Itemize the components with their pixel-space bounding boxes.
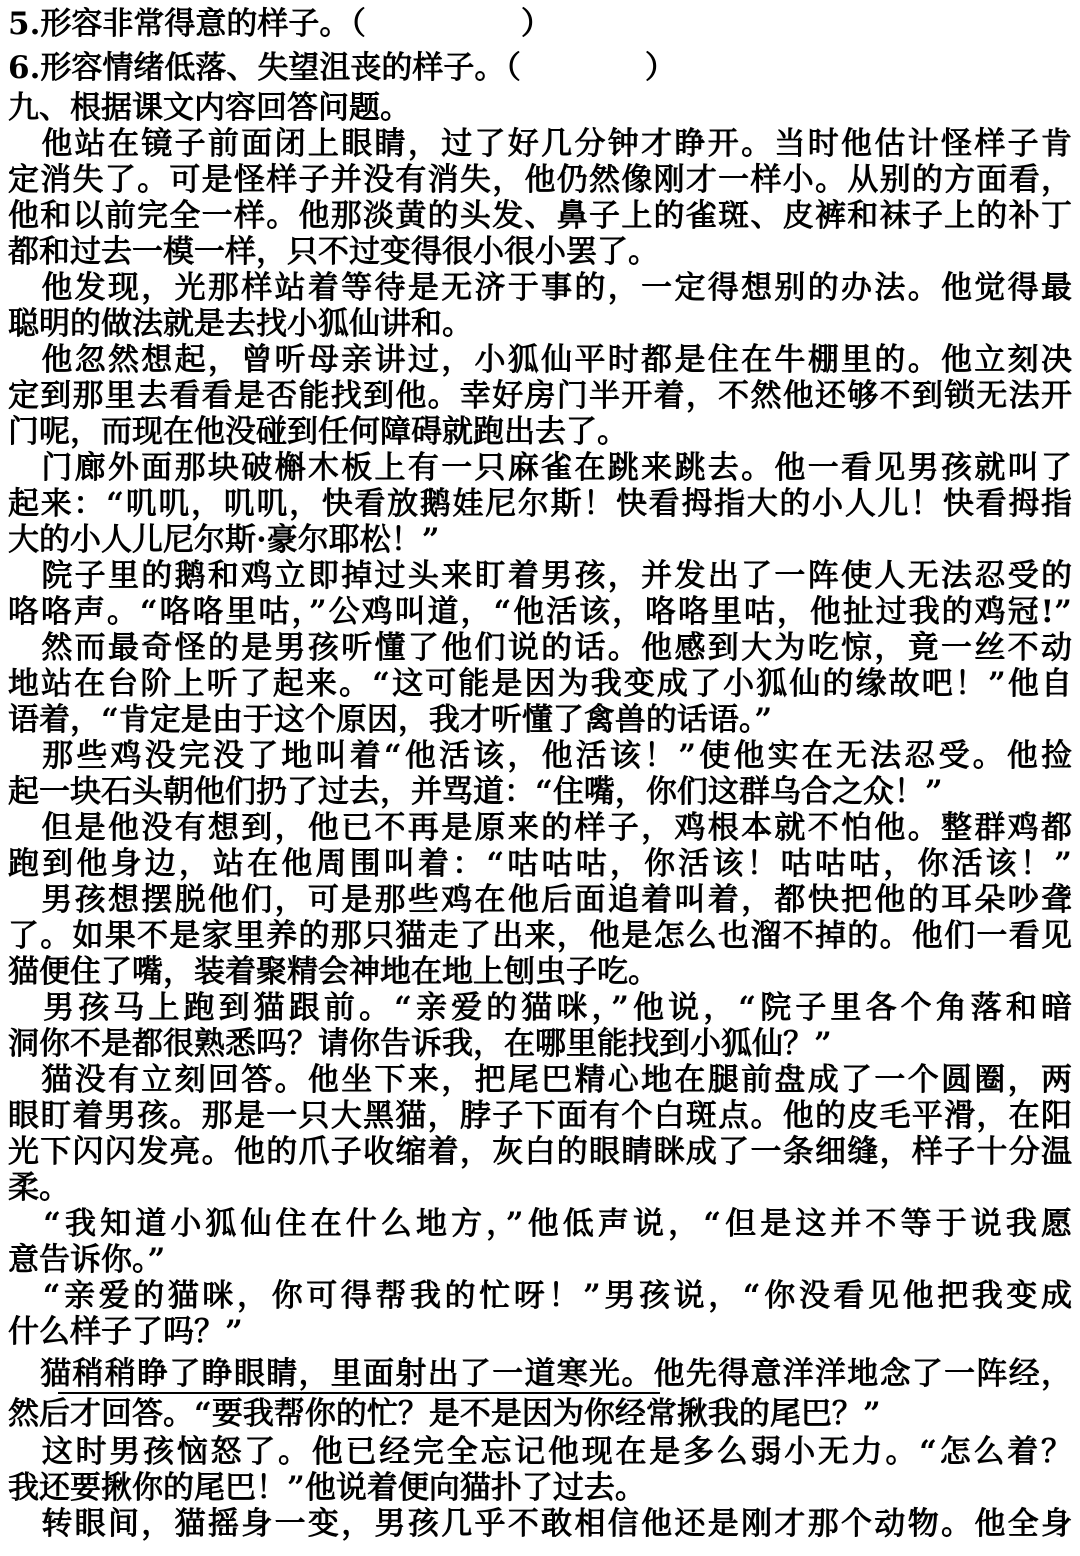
passage-line: 他发现，光那样站着等待是无济于事的，一定得想别的办法。他觉得最 — [8, 270, 1072, 306]
passage-line: 咯咯声。“咯咯里咕，”公鸡叫道，“他活该，咯咯里咕，他扯过我的鸡冠!” — [8, 594, 1072, 630]
passage-line: 那些鸡没完没了地叫着“他活该，他活该！”使他实在无法忍受。他捡 — [8, 738, 1072, 774]
passage-line: 聪明的做法就是去找小狐仙讲和。 — [8, 306, 473, 342]
passage-line: 起来：“叽叽，叽叽，快看放鹅娃尼尔斯！快看拇指大的小人儿！快看拇指 — [8, 486, 1072, 522]
passage-line: 院子里的鹅和鸡立即掉过头来盯着男孩，并发出了一阵使人无法忍受的 — [8, 558, 1072, 594]
passage-line: 起一块石头朝他们扔了过去，并骂道：“住嘴，你们这群乌合之众！” — [8, 774, 943, 810]
passage-line: 定消失了。可是怪样子并没有消失，他仍然像刚才一样小。从别的方面看， — [8, 162, 1072, 198]
question-5: 5.形容非常得意的样子。（ ） — [8, 6, 552, 42]
passage-line: 男孩马上跑到猫跟前。“亲爱的猫咪，”他说，“院子里各个角落和暗 — [8, 990, 1072, 1026]
passage-line: 我还要揪你的尾巴！”他说着便向猫扑了过去。 — [8, 1470, 646, 1506]
passage-line: 转眼间，猫摇身一变，男孩几乎不敢相信他还是刚才那个动物。他全身 — [8, 1506, 1072, 1542]
question-6: 6.形容情绪低落、失望沮丧的样子。（ ） — [8, 50, 676, 86]
passage-line-underlined: 猫稍稍睁了睁眼睛，里面射出了一道寒光。他先得意洋洋地念了一阵经， — [8, 1356, 1072, 1392]
passage-line: 了。如果不是家里养的那只猫走了出来，他是怎么也溜不掉的。他们一看见 — [8, 918, 1072, 954]
passage-line: 眼盯着男孩。那是一只大黑猫，脖子下面有个白斑点。他的皮毛平滑，在阳 — [8, 1098, 1072, 1134]
passage-line: 都和过去一模一样，只不过变得很小很小罢了。 — [8, 234, 659, 270]
passage-line: 男孩想摆脱他们，可是那些鸡在他后面追着叫着，都快把他的耳朵吵聋 — [8, 882, 1072, 918]
passage-line: 然后才回答。“要我帮你的忙？是不是因为你经常揪我的尾巴？” — [8, 1396, 881, 1432]
passage-line: 门廊外面那块破槲木板上有一只麻雀在跳来跳去。他一看见男孩就叫了 — [8, 450, 1072, 486]
passage-line: 洞你不是都很熟悉吗？请你告诉我，在哪里能找到小狐仙？” — [8, 1026, 832, 1062]
passage-line: 定到那里去看看是否能找到他。幸好房门半开着，不然他还够不到锁无法开 — [8, 378, 1072, 414]
passage-line: 这时男孩恼怒了。他已经完全忘记他现在是多么弱小无力。“怎么着？ — [8, 1434, 1072, 1470]
section-heading: 九、根据课文内容回答问题。 — [8, 90, 411, 126]
passage-line: 猫没有立刻回答。他坐下来，把尾巴精心地在腿前盘成了一个圆圈，两 — [8, 1062, 1072, 1098]
passage-line: 大的小人儿尼尔斯·豪尔耶松！” — [8, 522, 440, 558]
passage-line: 柔。 — [8, 1170, 70, 1206]
passage-line: 光下闪闪发亮。他的爪子收缩着，灰白的眼睛眯成了一条细缝，样子十分温 — [8, 1134, 1072, 1170]
passage-line: “我知道小狐仙住在什么地方，”他低声说，“但是这并不等于说我愿 — [8, 1206, 1072, 1242]
passage-line: 猫便住了嘴，装着聚精会神地在地上刨虫子吃。 — [8, 954, 659, 990]
passage-line: 他站在镜子前面闭上眼睛，过了好几分钟才睁开。当时他估计怪样子肯 — [8, 126, 1072, 162]
passage-line: 语着，“肯定是由于这个原因，我才听懂了禽兽的话语。” — [8, 702, 773, 738]
passage-line: 门呢，而现在他没碰到任何障碍就跑出去了。 — [8, 414, 628, 450]
passage-line: 意告诉你。” — [8, 1242, 166, 1278]
passage-line: “亲爱的猫咪，你可得帮我的忙呀！”男孩说，“你没看见他把我变成 — [8, 1278, 1072, 1314]
passage-line: 然而最奇怪的是男孩听懂了他们说的话。他感到大为吃惊，竟一丝不动 — [8, 630, 1072, 666]
passage-line: 他忽然想起，曾听母亲讲过，小狐仙平时都是住在牛棚里的。他立刻决 — [8, 342, 1072, 378]
passage-line: 但是他没有想到，他已不再是原来的样子，鸡根本就不怕他。整群鸡都 — [8, 810, 1072, 846]
passage-line: 他和以前完全一样。他那淡黄的头发、鼻子上的雀斑、皮裤和袜子上的补丁 — [8, 198, 1072, 234]
passage-line: 什么样子了吗？” — [8, 1314, 243, 1350]
passage-line: 跑到他身边，站在他周围叫着：“咕咕咕，你活该！咕咕咕，你活该！” — [8, 846, 1072, 882]
passage-line: 地站在台阶上听了起来。“这可能是因为我变成了小狐仙的缘故吧！”他自 — [8, 666, 1072, 702]
